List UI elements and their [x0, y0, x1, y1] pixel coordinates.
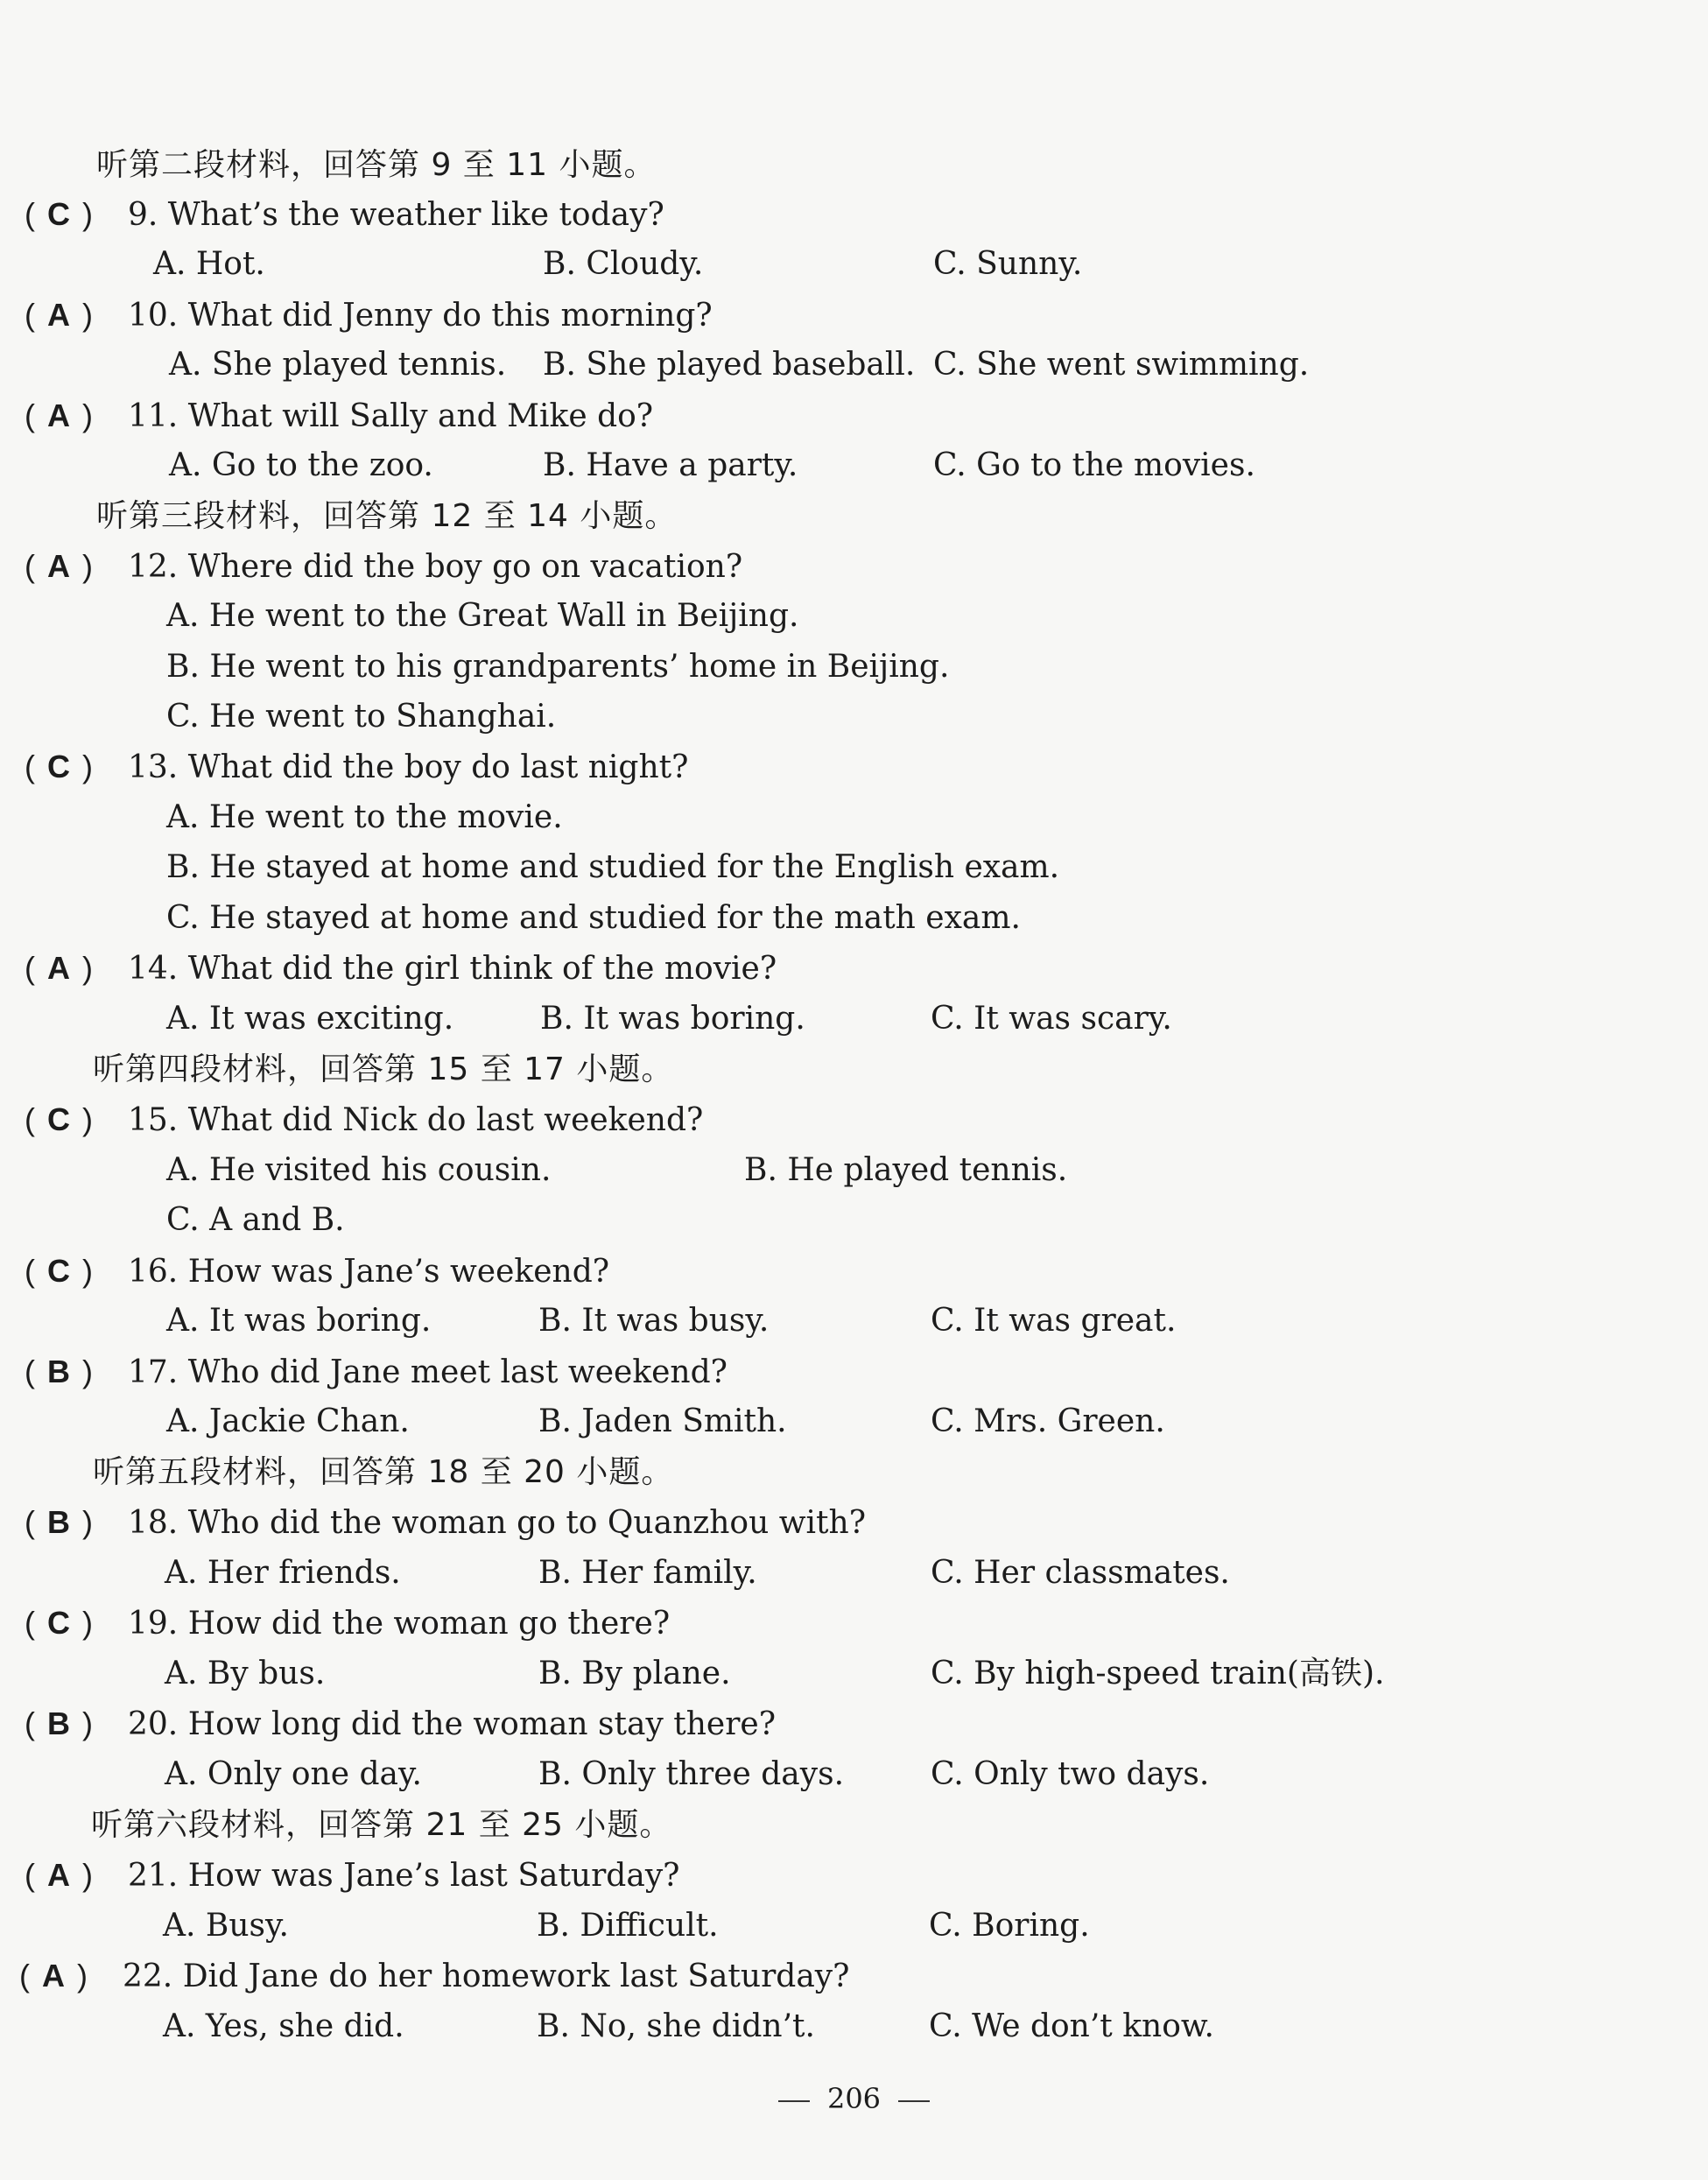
question-row — [25, 1246, 609, 1297]
answer-letter: C — [47, 1605, 70, 1641]
option-a: A. Jackie Chan. — [166, 1403, 410, 1439]
footer-dash-left — [778, 2100, 810, 2102]
option-b: B. He played tennis. — [744, 1152, 1068, 1188]
option-b: B. No, she didn’t. — [537, 2008, 815, 2044]
question-row — [25, 541, 742, 592]
page-number: 206 — [826, 2082, 882, 2115]
option-b: B. Jaden Smith. — [538, 1403, 787, 1439]
section-heading: 听第二段材料，回答第 9 至 11 小题。 — [96, 147, 657, 183]
question-row — [25, 742, 688, 792]
answer-letter: A — [47, 950, 70, 986]
answer-letter: C — [47, 196, 70, 232]
question-text: 22. Did Jane do her homework last Saturday? — [123, 1958, 850, 1994]
option-c: C. He stayed at home and studied for the math exam. — [166, 900, 1021, 936]
option-b: B. It was busy. — [538, 1303, 770, 1339]
answer-letter: A — [47, 1857, 70, 1893]
answer-bracket: ( A ) — [25, 397, 93, 433]
option-b: B. Only three days. — [538, 1756, 845, 1792]
answer-bracket: ( C ) — [25, 1101, 93, 1137]
question-text: 16. How was Jane’s weekend? — [128, 1254, 610, 1290]
option-c: C. Go to the movies. — [933, 447, 1255, 483]
question-text: 19. How did the woman go there? — [128, 1606, 671, 1642]
page-footer — [0, 2082, 1708, 2115]
section-heading: 听第六段材料，回答第 21 至 25 小题。 — [91, 1807, 672, 1843]
question-text: 13. What did the boy do last night? — [128, 749, 689, 785]
answer-bracket: ( A ) — [19, 1958, 88, 1994]
question-text: 20. How long did the woman stay there? — [128, 1706, 777, 1742]
answer-letter: A — [42, 1958, 65, 1994]
answer-bracket: ( B ) — [25, 1354, 93, 1389]
option-b: B. Cloudy. — [543, 246, 704, 282]
answer-letter: C — [47, 749, 70, 784]
option-b: B. Difficult. — [537, 1908, 719, 1944]
option-c: C. It was scary. — [931, 1001, 1172, 1037]
option-a: A. Her friends. — [165, 1555, 401, 1591]
answer-bracket: ( C ) — [25, 1605, 93, 1641]
answer-bracket: ( A ) — [25, 548, 93, 584]
question-row — [25, 290, 713, 341]
question-text: 14. What did the girl think of the movie? — [128, 951, 777, 987]
option-a: A. Go to the zoo. — [169, 447, 433, 483]
option-b: B. He stayed at home and studied for the English exam. — [166, 849, 1060, 885]
option-b: B. Have a party. — [543, 447, 798, 483]
option-c: C. By high-speed train(高铁). — [931, 1656, 1385, 1691]
option-c: C. Only two days. — [931, 1756, 1210, 1792]
answer-bracket: ( B ) — [25, 1705, 93, 1741]
answer-letter: A — [47, 297, 70, 333]
option-c: C. Mrs. Green. — [931, 1403, 1165, 1439]
option-c: C. A and B. — [166, 1202, 345, 1238]
answer-letter: A — [47, 397, 70, 433]
answer-bracket: ( A ) — [25, 950, 93, 986]
option-a: A. It was exciting. — [166, 1001, 454, 1037]
answer-bracket: ( A ) — [25, 297, 93, 333]
option-a: A. He went to the movie. — [166, 799, 563, 835]
question-text: 18. Who did the woman go to Quanzhou with? — [128, 1505, 866, 1541]
question-row — [25, 1094, 703, 1145]
option-a: A. Hot. — [153, 246, 265, 282]
answer-letter: A — [47, 548, 70, 584]
option-c: C. She went swimming. — [933, 347, 1310, 383]
footer-dash-right — [898, 2100, 930, 2102]
question-row — [19, 1951, 849, 2001]
option-a: A. He visited his cousin. — [166, 1152, 552, 1188]
question-text: 10. What did Jenny do this morning? — [128, 298, 713, 334]
answer-letter: C — [47, 1253, 70, 1289]
option-a: A. He went to the Great Wall in Beijing. — [166, 598, 799, 634]
option-b: B. Her family. — [538, 1555, 757, 1591]
section-heading: 听第五段材料，回答第 18 至 20 小题。 — [93, 1454, 674, 1490]
question-row — [25, 1497, 866, 1548]
option-a: A. Only one day. — [165, 1756, 422, 1792]
question-text: 21. How was Jane’s last Saturday? — [128, 1858, 680, 1894]
option-c: C. Her classmates. — [931, 1555, 1230, 1591]
answer-bracket: ( C ) — [25, 1253, 93, 1289]
question-row — [25, 1850, 679, 1901]
answer-letter: B — [47, 1705, 70, 1741]
option-c: C. Sunny. — [933, 246, 1083, 282]
option-a: A. By bus. — [165, 1656, 326, 1691]
answer-letter: C — [47, 1101, 70, 1137]
option-c: C. It was great. — [931, 1303, 1177, 1339]
option-a: A. Busy. — [163, 1908, 289, 1944]
section-heading: 听第三段材料，回答第 12 至 14 小题。 — [96, 498, 678, 534]
question-text: 17. Who did Jane meet last weekend? — [128, 1354, 727, 1390]
answer-bracket: ( A ) — [25, 1857, 93, 1893]
option-b: B. She played baseball. — [543, 347, 916, 383]
answer-bracket: ( C ) — [25, 196, 93, 232]
answer-letter: B — [47, 1354, 70, 1389]
option-a: A. She played tennis. — [169, 347, 507, 383]
question-row — [25, 1598, 670, 1649]
option-c: C. We don’t know. — [929, 2008, 1214, 2044]
question-text: 12. Where did the boy go on vacation? — [128, 549, 743, 585]
option-b: B. It was boring. — [540, 1001, 805, 1037]
question-row — [25, 1347, 727, 1397]
option-a: A. Yes, she did. — [163, 2008, 404, 2044]
answer-letter: B — [47, 1504, 70, 1540]
option-b: B. He went to his grandparents’ home in Beijing. — [166, 649, 950, 685]
question-text: 15. What did Nick do last weekend? — [128, 1102, 704, 1138]
question-row — [25, 390, 653, 441]
question-text: 9. What’s the weather like today? — [128, 197, 664, 233]
option-c: C. He went to Shanghai. — [166, 699, 557, 735]
question-row — [25, 1698, 776, 1749]
answer-bracket: ( C ) — [25, 749, 93, 784]
section-heading: 听第四段材料，回答第 15 至 17 小题。 — [93, 1051, 674, 1087]
answer-bracket: ( B ) — [25, 1504, 93, 1540]
question-text: 11. What will Sally and Mike do? — [128, 398, 654, 434]
option-c: C. Boring. — [929, 1908, 1090, 1944]
question-row — [25, 189, 664, 240]
option-b: B. By plane. — [538, 1656, 731, 1691]
option-a: A. It was boring. — [166, 1303, 432, 1339]
question-row — [25, 943, 777, 994]
